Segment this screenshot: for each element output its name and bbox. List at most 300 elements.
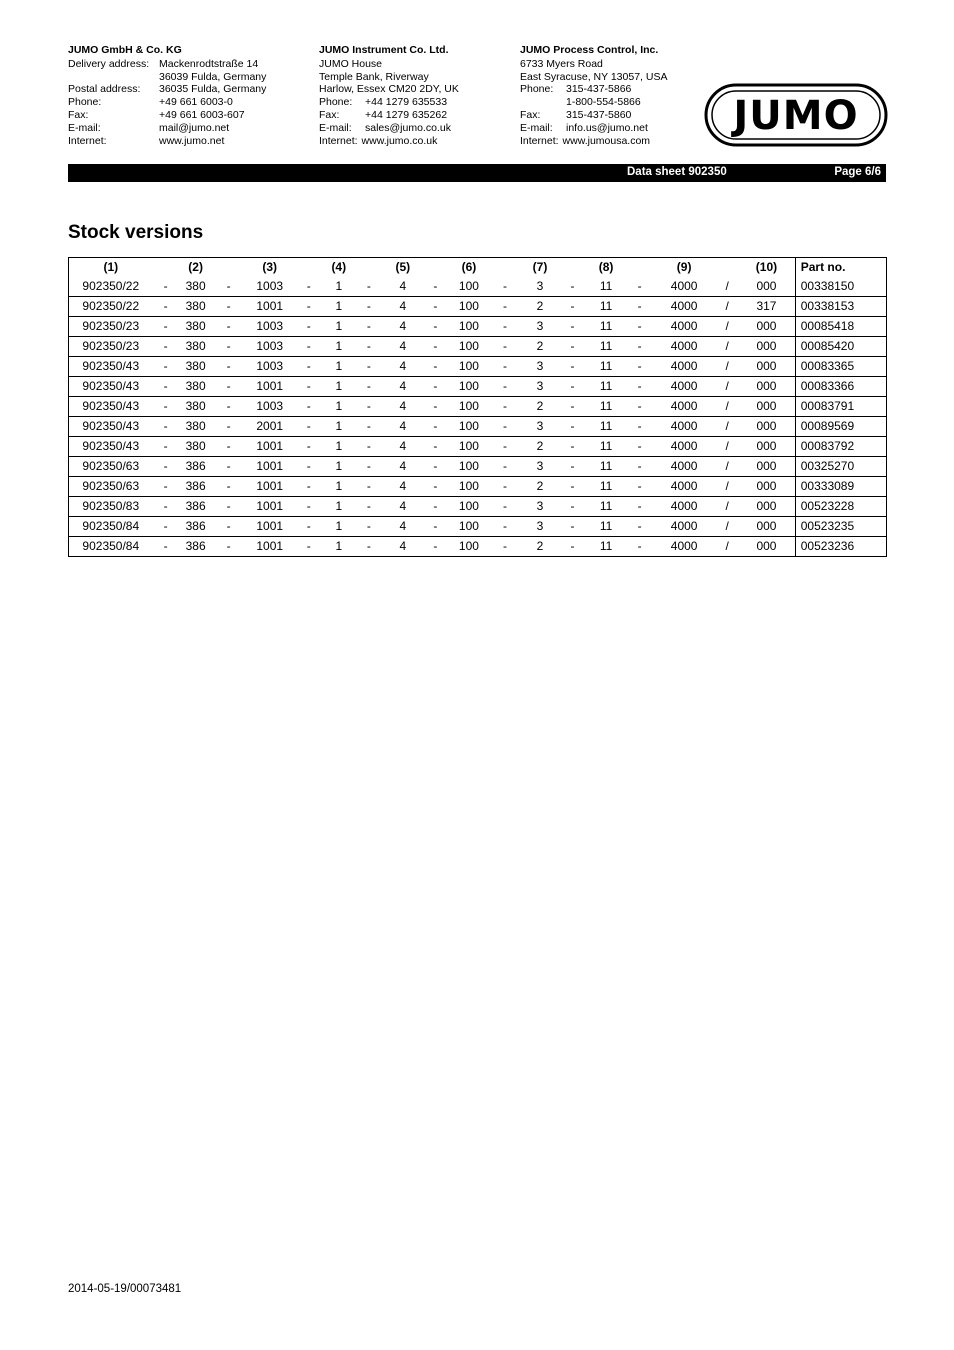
- table-cell: -: [570, 399, 575, 413]
- table-cell: 100: [458, 499, 479, 513]
- table-cell: 11: [599, 399, 613, 413]
- address-line: [319, 96, 459, 109]
- table-header-row: [69, 258, 887, 278]
- table-cell: /: [725, 299, 729, 313]
- table-cell: -: [163, 459, 168, 473]
- column-header: [213, 258, 245, 278]
- address-value: mail@jumo.net: [159, 121, 230, 134]
- address-label: Fax:: [520, 108, 541, 121]
- address-value: 36035 Fulda, Germany: [159, 83, 267, 96]
- address-line: [68, 109, 266, 122]
- table-cell: -: [366, 539, 371, 553]
- table-cell: -: [366, 439, 371, 453]
- address-line: [68, 122, 266, 135]
- table-cell: 2: [536, 299, 544, 313]
- address-line: [68, 135, 266, 148]
- table-row: [69, 497, 887, 517]
- table-cell: 11: [599, 319, 613, 333]
- column-header: [627, 258, 652, 278]
- table-cell: -: [366, 519, 371, 533]
- address-value: www.jumo.co.uk: [361, 134, 438, 147]
- table-cell: -: [226, 439, 231, 453]
- table-cell: -: [226, 359, 231, 373]
- table-cell: 11: [599, 419, 613, 433]
- address-label: Phone:: [319, 96, 353, 109]
- table-cell: -: [502, 479, 507, 493]
- table-cell: 902350/63: [82, 479, 140, 493]
- address-line: [520, 135, 667, 148]
- table-cell: -: [306, 359, 311, 373]
- part-number-cell: 00083791: [795, 397, 886, 417]
- table-cell: -: [226, 499, 231, 513]
- address-line: [520, 83, 667, 96]
- table-cell: 386: [185, 539, 206, 553]
- table-cell: 4000: [670, 459, 698, 473]
- table-cell: -: [366, 419, 371, 433]
- column-header: [490, 258, 520, 278]
- table-cell: -: [163, 519, 168, 533]
- table-cell: -: [637, 379, 642, 393]
- table-cell: 11: [599, 519, 613, 533]
- part-number-cell: 00083365: [795, 357, 886, 377]
- table-cell: -: [433, 459, 438, 473]
- table-cell: 11: [599, 539, 613, 553]
- table-cell: 380: [185, 419, 206, 433]
- part-number-cell: 00089569: [795, 417, 886, 437]
- address-line: [520, 71, 667, 84]
- table-cell: /: [725, 539, 729, 553]
- table-cell: -: [306, 539, 311, 553]
- table-cell: 4: [399, 319, 407, 333]
- table-cell: -: [163, 479, 168, 493]
- table-cell: -: [306, 379, 311, 393]
- part-number-cell: 00083366: [795, 377, 886, 397]
- table-cell: -: [366, 339, 371, 353]
- table-cell: -: [366, 319, 371, 333]
- table-cell: 11: [599, 299, 613, 313]
- table-cell: 386: [185, 519, 206, 533]
- table-row: [69, 477, 887, 497]
- table-cell: -: [502, 459, 507, 473]
- address-line: [319, 135, 459, 148]
- table-cell: -: [226, 459, 231, 473]
- address-value: info.us@jumo.net: [566, 121, 648, 134]
- company-address-uk: [319, 44, 459, 147]
- table-cell: 000: [756, 459, 777, 473]
- table-cell: 4: [399, 499, 407, 513]
- table-cell: 000: [756, 319, 777, 333]
- table-cell: 386: [185, 459, 206, 473]
- address-line: [319, 122, 459, 135]
- address-value: 315-437-5866: [566, 83, 632, 96]
- table-cell: 100: [458, 519, 479, 533]
- table-cell: -: [570, 379, 575, 393]
- table-cell: 1001: [256, 479, 284, 493]
- column-header: (3): [262, 260, 278, 274]
- table-cell: /: [725, 339, 729, 353]
- table-cell: -: [570, 339, 575, 353]
- table-cell: -: [226, 419, 231, 433]
- table-row: [69, 517, 887, 537]
- table-cell: 380: [185, 339, 206, 353]
- table-cell: 902350/43: [82, 379, 140, 393]
- table-cell: 1: [335, 439, 343, 453]
- table-cell: -: [570, 519, 575, 533]
- page-number: Page 6/6: [834, 166, 881, 178]
- table-cell: 1001: [256, 299, 284, 313]
- table-cell: 4: [399, 459, 407, 473]
- table-cell: 3: [536, 379, 544, 393]
- table-cell: 4: [399, 359, 407, 373]
- table-cell: 902350/43: [82, 439, 140, 453]
- table-cell: -: [163, 319, 168, 333]
- table-cell: 11: [599, 479, 613, 493]
- table-cell: 2: [536, 539, 544, 553]
- table-cell: 902350/23: [82, 339, 140, 353]
- data-sheet-label: Data sheet 902350: [627, 166, 727, 178]
- table-cell: 11: [599, 439, 613, 453]
- table-cell: -: [306, 519, 311, 533]
- table-cell: 000: [756, 339, 777, 353]
- table-cell: 3: [536, 419, 544, 433]
- table-cell: -: [306, 279, 311, 293]
- table-cell: -: [163, 419, 168, 433]
- table-cell: 3: [536, 319, 544, 333]
- address-value: Mackenrodtstraße 14: [159, 57, 259, 70]
- column-header: (2): [188, 260, 203, 274]
- table-cell: 380: [185, 439, 206, 453]
- table-cell: 100: [458, 459, 479, 473]
- table-cell: 4: [399, 439, 407, 453]
- table-cell: -: [570, 279, 575, 293]
- address-line: [319, 71, 459, 84]
- table-cell: 4: [399, 399, 407, 413]
- table-cell: 1003: [256, 319, 284, 333]
- table-cell: -: [502, 379, 507, 393]
- table-cell: -: [366, 379, 371, 393]
- table-cell: -: [366, 399, 371, 413]
- table-cell: 3: [536, 519, 544, 533]
- company-name: JUMO Process Control, Inc.: [520, 44, 659, 56]
- table-cell: 1003: [256, 339, 284, 353]
- address-value: JUMO House: [319, 57, 383, 70]
- table-cell: -: [226, 479, 231, 493]
- table-cell: 000: [756, 439, 777, 453]
- address-value: 6733 Myers Road: [520, 57, 603, 70]
- table-cell: 1001: [256, 519, 284, 533]
- table-cell: -: [226, 399, 231, 413]
- part-number-cell: 00325270: [795, 457, 886, 477]
- table-cell: -: [637, 439, 642, 453]
- address-value: www.jumo.net: [159, 134, 225, 147]
- table-cell: 000: [756, 479, 777, 493]
- table-cell: -: [306, 299, 311, 313]
- table-cell: -: [433, 279, 438, 293]
- table-cell: 2: [536, 439, 544, 453]
- column-header: (4): [331, 260, 347, 274]
- table-cell: 4: [399, 479, 407, 493]
- address-line: [319, 109, 459, 122]
- table-cell: -: [226, 519, 231, 533]
- table-cell: -: [637, 299, 642, 313]
- address-label: E-mail:: [319, 121, 352, 134]
- table-cell: 1: [335, 399, 343, 413]
- table-cell: 380: [185, 359, 206, 373]
- table-cell: -: [433, 319, 438, 333]
- table-cell: /: [725, 319, 729, 333]
- address-label: Fax:: [319, 108, 340, 121]
- table-cell: -: [502, 439, 507, 453]
- address-line: [520, 58, 667, 71]
- table-cell: 2: [536, 339, 544, 353]
- table-cell: 4000: [670, 339, 698, 353]
- part-number-cell: 00523235: [795, 517, 886, 537]
- address-value: 315-437-5860: [566, 108, 632, 121]
- company-name: JUMO Instrument Co. Ltd.: [319, 44, 449, 56]
- table-cell: -: [306, 419, 311, 433]
- table-cell: 902350/23: [82, 319, 140, 333]
- table-cell: 4: [399, 539, 407, 553]
- table-cell: 902350/83: [82, 499, 140, 513]
- table-cell: 100: [458, 359, 479, 373]
- table-cell: 11: [599, 359, 613, 373]
- address-value: +44 1279 635262: [365, 108, 448, 121]
- address-label: Phone:: [68, 96, 102, 109]
- table-cell: 1: [335, 459, 343, 473]
- address-value: +49 661 6003-607: [159, 108, 245, 121]
- address-line: [68, 58, 266, 71]
- table-cell: 1: [335, 359, 343, 373]
- table-cell: 4000: [670, 319, 698, 333]
- table-cell: 2001: [256, 419, 284, 433]
- table-cell: 100: [458, 319, 479, 333]
- table-cell: -: [366, 299, 371, 313]
- table-cell: 386: [185, 479, 206, 493]
- table-cell: 100: [458, 479, 479, 493]
- table-cell: 1001: [256, 459, 284, 473]
- table-cell: -: [637, 459, 642, 473]
- table-cell: 380: [185, 399, 206, 413]
- address-line: [319, 58, 459, 71]
- table-cell: 100: [458, 279, 479, 293]
- table-cell: 1: [335, 299, 343, 313]
- address-label: E-mail:: [520, 121, 553, 134]
- column-header: (10): [755, 260, 778, 274]
- table-cell: 380: [185, 279, 206, 293]
- table-cell: 000: [756, 419, 777, 433]
- table-cell: -: [163, 359, 168, 373]
- table-row: [69, 437, 887, 457]
- table-body: [69, 277, 887, 557]
- table-cell: -: [163, 379, 168, 393]
- table-cell: 4000: [670, 299, 698, 313]
- table-cell: 1001: [256, 379, 284, 393]
- table-cell: 4: [399, 379, 407, 393]
- table-cell: 1: [335, 519, 343, 533]
- table-cell: -: [570, 359, 575, 373]
- table-row: [69, 397, 887, 417]
- table-cell: 11: [599, 339, 613, 353]
- table-cell: -: [306, 399, 311, 413]
- column-header: (1): [103, 260, 119, 274]
- table-cell: /: [725, 459, 729, 473]
- table-cell: -: [226, 379, 231, 393]
- table-cell: 100: [458, 539, 479, 553]
- part-number-cell: 00338153: [795, 297, 886, 317]
- address-label: [68, 71, 159, 84]
- company-address-germany: [68, 44, 266, 147]
- table-cell: -: [366, 499, 371, 513]
- table-cell: -: [637, 359, 642, 373]
- table-cell: 4: [399, 519, 407, 533]
- table-cell: 100: [458, 419, 479, 433]
- address-line: [68, 83, 266, 96]
- header-bar: [68, 164, 886, 182]
- table-cell: -: [502, 319, 507, 333]
- table-cell: 2: [536, 479, 544, 493]
- address-line: [68, 71, 266, 84]
- table-cell: -: [502, 279, 507, 293]
- table-cell: 902350/43: [82, 359, 140, 373]
- table-cell: -: [502, 499, 507, 513]
- table-row: [69, 337, 887, 357]
- table-cell: -: [306, 339, 311, 353]
- table-cell: 1: [335, 539, 343, 553]
- column-header: (5): [395, 260, 411, 274]
- table-cell: 3: [536, 279, 544, 293]
- address-label: Phone:: [520, 83, 554, 96]
- table-cell: 000: [756, 359, 777, 373]
- table-cell: 902350/22: [82, 299, 140, 313]
- table-cell: 000: [756, 399, 777, 413]
- company-name: JUMO GmbH & Co. KG: [68, 44, 182, 56]
- table-cell: 4000: [670, 479, 698, 493]
- table-cell: -: [226, 299, 231, 313]
- document-date-id: 2014-05-19/00073481: [68, 1283, 182, 1295]
- table-cell: -: [306, 439, 311, 453]
- table-row: [69, 377, 887, 397]
- table-cell: 902350/84: [82, 519, 140, 533]
- table-cell: -: [163, 499, 168, 513]
- table-cell: -: [433, 439, 438, 453]
- address-value: Temple Bank, Riverway: [319, 70, 429, 83]
- part-number-cell: 00083792: [795, 437, 886, 457]
- table-cell: 380: [185, 379, 206, 393]
- address-value: East Syracuse, NY 13057, USA: [520, 70, 668, 83]
- address-line: [520, 122, 667, 135]
- table-cell: -: [433, 359, 438, 373]
- table-cell: 100: [458, 399, 479, 413]
- table-cell: -: [502, 359, 507, 373]
- table-cell: -: [433, 539, 438, 553]
- table-cell: -: [637, 479, 642, 493]
- table-cell: 3: [536, 499, 544, 513]
- table-cell: 11: [599, 499, 613, 513]
- table-cell: 4: [399, 279, 407, 293]
- table-cell: 4000: [670, 399, 698, 413]
- column-header: (6): [461, 260, 477, 274]
- table-cell: 1001: [256, 539, 284, 553]
- table-cell: 1: [335, 479, 343, 493]
- table-cell: -: [433, 519, 438, 533]
- jumo-logo: [704, 83, 888, 152]
- address-line: [520, 96, 667, 109]
- part-number-cell: 00085418: [795, 317, 886, 337]
- table-cell: 4: [399, 419, 407, 433]
- table-row: [69, 317, 887, 337]
- table-cell: 317: [756, 299, 777, 313]
- table-cell: -: [570, 479, 575, 493]
- address-value: sales@jumo.co.uk: [365, 121, 451, 134]
- table-cell: -: [433, 399, 438, 413]
- table-cell: -: [570, 299, 575, 313]
- address-label: Postal address:: [68, 83, 141, 96]
- address-value: 1-800-554-5866: [566, 96, 641, 109]
- column-header: [355, 258, 383, 278]
- table-cell: 4000: [670, 519, 698, 533]
- table-cell: -: [637, 279, 642, 293]
- table-row: [69, 357, 887, 377]
- address-value: 36039 Fulda, Germany: [159, 70, 267, 83]
- table-cell: -: [502, 299, 507, 313]
- table-cell: -: [433, 499, 438, 513]
- table-cell: 000: [756, 499, 777, 513]
- table-cell: -: [306, 499, 311, 513]
- table-cell: 1003: [256, 279, 284, 293]
- table-cell: -: [570, 419, 575, 433]
- table-cell: 1: [335, 319, 343, 333]
- table-cell: 4000: [670, 379, 698, 393]
- table-cell: 3: [536, 459, 544, 473]
- column-header: [423, 258, 448, 278]
- table-cell: 4000: [670, 499, 698, 513]
- table-cell: 4: [399, 339, 407, 353]
- table-cell: -: [433, 419, 438, 433]
- table-cell: /: [725, 419, 729, 433]
- table-row: [69, 417, 887, 437]
- table-cell: 1: [335, 419, 343, 433]
- address-label: Internet:: [520, 134, 559, 147]
- table-cell: /: [725, 519, 729, 533]
- table-cell: -: [637, 519, 642, 533]
- table-cell: 000: [756, 539, 777, 553]
- table-cell: 380: [185, 299, 206, 313]
- table-cell: -: [570, 439, 575, 453]
- table-cell: -: [226, 279, 231, 293]
- table-cell: -: [306, 319, 311, 333]
- table-cell: -: [433, 339, 438, 353]
- table-cell: -: [366, 459, 371, 473]
- address-label: Fax:: [68, 108, 89, 121]
- table-cell: 902350/43: [82, 419, 140, 433]
- table-cell: 11: [599, 379, 613, 393]
- table-cell: 11: [599, 279, 613, 293]
- table-row: [69, 277, 887, 297]
- table-cell: -: [226, 319, 231, 333]
- table-cell: 386: [185, 499, 206, 513]
- address-label: Internet:: [68, 134, 107, 147]
- table-cell: /: [725, 399, 729, 413]
- table-cell: -: [570, 459, 575, 473]
- table-cell: 100: [458, 299, 479, 313]
- table-cell: -: [502, 339, 507, 353]
- table-cell: 4: [399, 299, 407, 313]
- table-cell: 4000: [670, 419, 698, 433]
- table-cell: 4000: [670, 539, 698, 553]
- column-header: (7): [532, 260, 548, 274]
- table-cell: -: [163, 439, 168, 453]
- table-cell: 000: [756, 379, 777, 393]
